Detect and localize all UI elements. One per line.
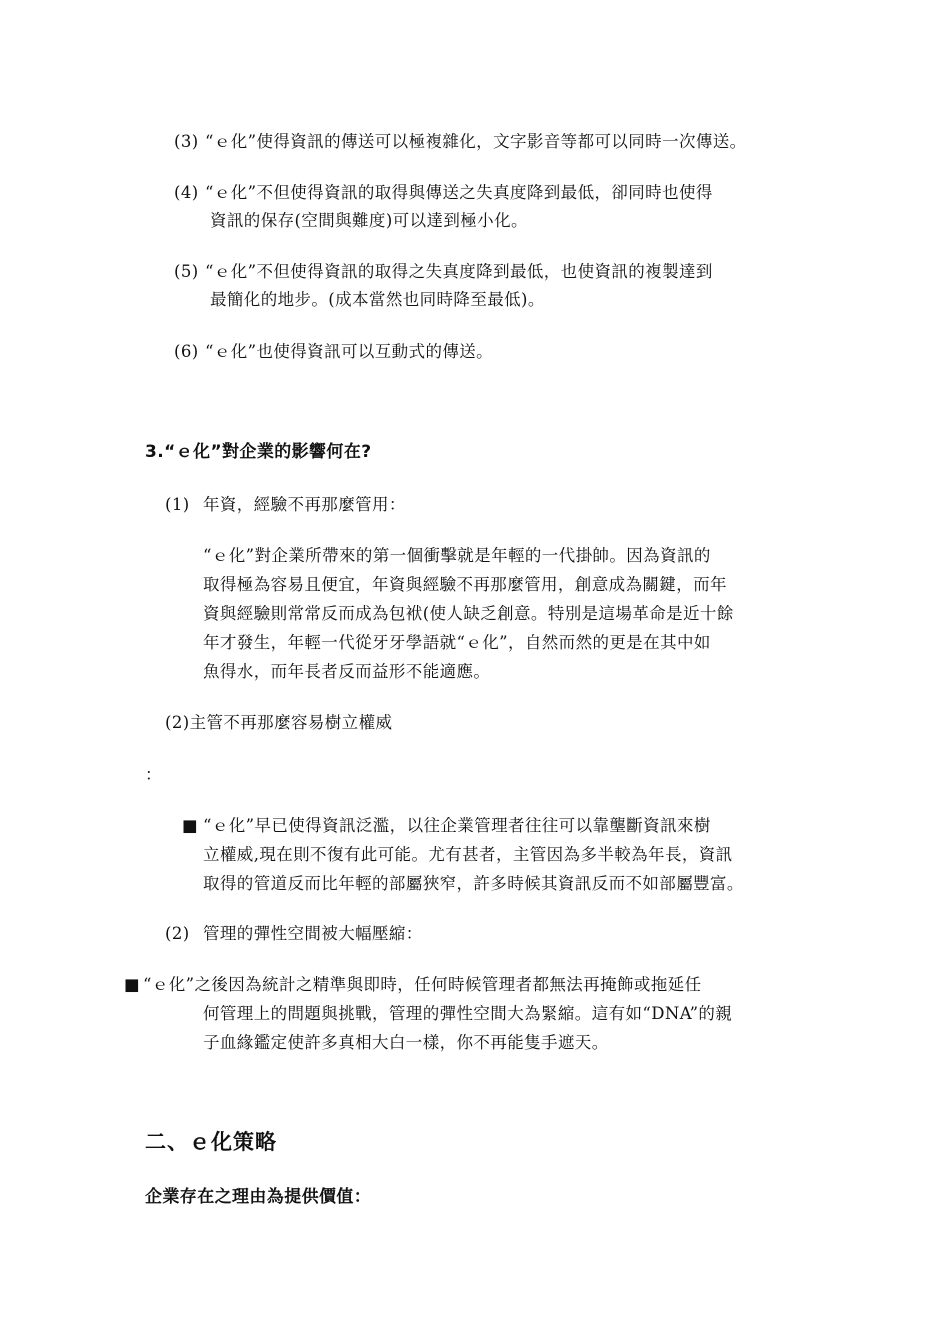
item-3-num: (2) (165, 924, 190, 943)
list-item-5-text-1: “ｅ化”不但使得資訊的取得之失真度降到最低，也使資訊的複製達到 (205, 262, 713, 281)
item-3-para-line-3: 子血緣鑑定使許多真相大白一樣，你不再能隻手遮天。 (203, 1033, 609, 1052)
item-2-para-line-1: “ｅ化”早已使得資訊泛濫，以往企業管理者往往可以靠壟斷資訊來樹 (203, 816, 711, 835)
item-2-para-line-3: 取得的管道反而比年輕的部屬狹窄，許多時候其資訊反而不如部屬豐富。 (203, 874, 744, 893)
item-1-para-line-2: 取得極為容易且便宜，年資與經驗不再那麼管用，創意成為關鍵，而年 (203, 575, 727, 594)
list-item-5-text-2: 最簡化的地步。(成本當然也同時降至最低)。 (210, 290, 545, 309)
list-item-3-num: (3) (174, 132, 199, 151)
list-item-4-num: (4) (174, 183, 199, 202)
item-3-bullet: ■ (124, 975, 140, 994)
section-two-heading: 二、ｅ化策略 (145, 1130, 277, 1154)
item-3-title: 管理的彈性空間被大幅壓縮： (203, 924, 423, 943)
item-2-para-line-2: 立權威,現在則不復有此可能。尤有甚者，主管因為多半較為年長，資訊 (203, 845, 733, 864)
item-3-para-line-2: 何管理上的問題與挑戰，管理的彈性空間大為緊縮。這有如“DNA”的親 (203, 1004, 733, 1023)
item-2-colon: ： (145, 765, 162, 784)
item-2-bullet: ■ (182, 816, 198, 835)
section-3-heading: 3.“ｅ化”對企業的影響何在? (145, 442, 372, 462)
item-1-para-line-3: 資與經驗則常常反而成為包袱(使人缺乏創意。特別是這場革命是近十餘 (203, 604, 734, 623)
item-3-para-line-1: “ｅ化”之後因為統計之精準與即時，任何時候管理者都無法再掩飾或拖延任 (143, 975, 702, 994)
item-2-title: (2)主管不再那麼容易樹立權威 (165, 713, 393, 732)
list-item-6-text: “ｅ化”也使得資訊可以互動式的傳送。 (205, 342, 494, 361)
list-item-5-num: (5) (174, 262, 199, 281)
item-1-title: 年資，經驗不再那麼管用： (203, 495, 406, 514)
section-two-subheading: 企業存在之理由為提供價值： (145, 1187, 372, 1207)
list-item-6-num: (6) (174, 342, 199, 361)
item-1-para-line-5: 魚得水，而年長者反而益形不能適應。 (203, 662, 491, 681)
item-1-para-line-1: “ｅ化”對企業所帶來的第一個衝擊就是年輕的一代掛帥。因為資訊的 (203, 546, 711, 565)
item-1-para-line-4: 年才發生，年輕一代從牙牙學語就“ｅ化”，自然而然的更是在其中如 (203, 633, 711, 652)
list-item-4-text-1: “ｅ化”不但使得資訊的取得與傳送之失真度降到最低，卻同時也使得 (205, 183, 713, 202)
list-item-3-text: “ｅ化”使得資訊的傳送可以極複雜化，文字影音等都可以同時一次傳送。 (205, 132, 747, 151)
item-1-num: (1) (165, 495, 190, 514)
list-item-4-text-2: 資訊的保存(空間與難度)可以達到極小化。 (210, 211, 528, 230)
